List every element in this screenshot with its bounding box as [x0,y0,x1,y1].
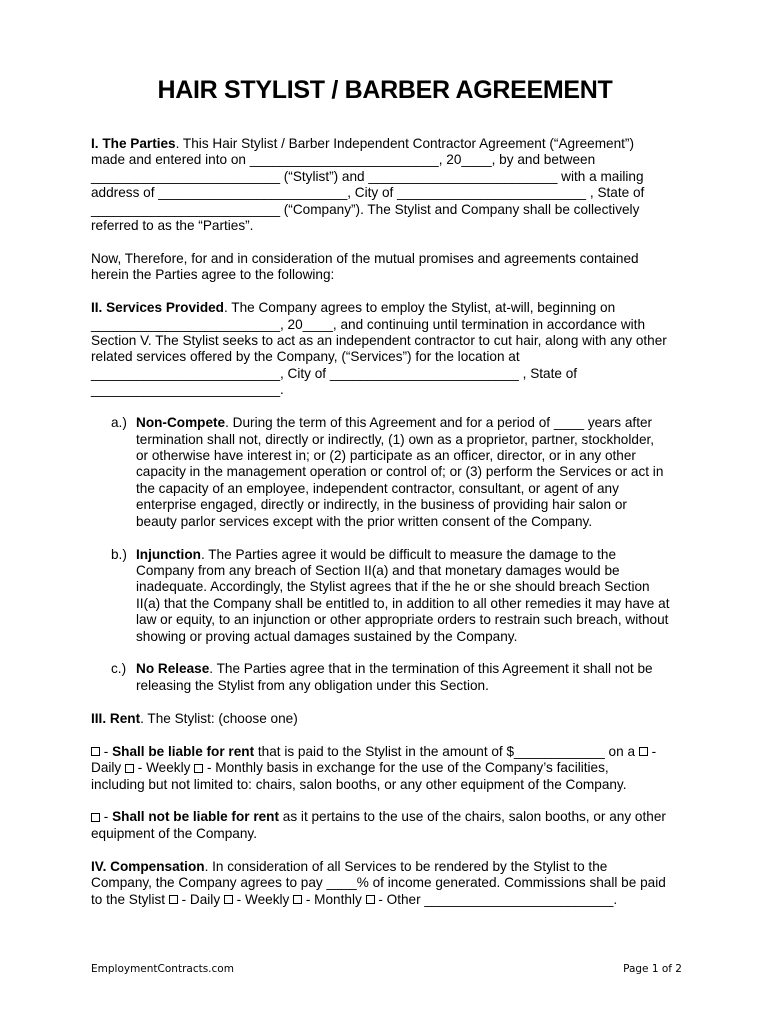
text-line: Company, the Company agrees to pay ____% of income generated. Commissions shall be paid [91,875,666,891]
text-line: related services offered by the Company, (“Services”) for the location at [91,349,520,365]
text-line: equipment of the Company. [91,825,257,841]
option-label: Shall not be liable for rent [112,809,280,825]
text-line: beauty parlor services except with the prior written consent of the Company. [136,513,593,529]
clause-injunction [91,547,691,645]
rent-option-liable: - Shall be liable for rent that is paid to the Stylist in the amount of $____________ on a - Daily - Weekly - Monthly basis in exchange for the use of the Company’s facilities, including but not limited to: chairs, salon booths, or any other equipment of the Company. [91,744,691,793]
text-line: enterprise engaged, directly or indirectly, in the business of providing hair salon or [136,497,627,513]
text-line: _________________________, City of _________________________ , State of [91,365,578,381]
clause-non-compete [91,415,691,530]
text-line: _________________________, 20____, and continuing until termination in accordance with [91,316,646,332]
checkbox-weekly[interactable] [194,764,203,773]
text-line: inadequate. Accordingly, the Stylist agrees that if the he or she should breach Section [136,579,650,595]
text-line: made and entered into on _________________________, 20____, by and between [91,152,596,168]
list-marker: a.) [111,415,127,431]
text-line: law or equity, to an injunction or other appropriate orders to restrain such breach, without [136,612,669,628]
section-heading: I. The Parties [91,136,176,151]
list-marker: c.) [111,661,127,677]
checkbox-not-liable[interactable] [91,813,100,822]
checkbox-comp-a[interactable] [169,895,178,904]
text-line: showing or proving actual damages sustained by the Company. [136,628,518,644]
text-line: . During the term of this Agreement and for a period of ____ years after [225,415,653,431]
text-line: releasing the Stylist from any obligation under this Section. [136,677,489,693]
section-parties [91,136,691,234]
list-marker: b.) [111,546,127,562]
checkbox-comp-monthly[interactable] [366,895,375,904]
text-line: Company from any breach of Section II(a) and that monetary damages would be [136,562,620,578]
checkbox-liable[interactable] [91,747,100,756]
footer-site: EmploymentContracts.com [91,963,234,975]
section-heading: II. Services Provided [91,300,224,316]
text-line: _________________________ (“Stylist”) and _________________________ with a mailing [91,168,644,184]
text-line: termination shall not, directly or indirectly, (1) own as a proprietor, partner, stockholder, [136,431,655,447]
footer-page-number: Page 1 of 2 [623,963,682,975]
text-line: address of _________________________, City of _________________________ , State of [91,185,645,201]
section-now-therefore [91,251,691,284]
text-line: . This Hair Stylist / Barber Independent Contractor Agreement (“Agreement”) [175,136,634,151]
clause-heading: No Release [136,661,210,677]
document-title: HAIR STYLIST / BARBER AGREEMENT [157,76,613,104]
text-line: _________________________ (“Company”). The Stylist and Company shall be collectively [91,201,640,217]
section-heading: IV. Compensation [91,858,205,874]
text-line: referred to as the “Parties”. [91,218,254,234]
text-line: Section V. The Stylist seeks to act as an independent contractor to cut hair, along with any other [91,333,667,349]
section-services [91,300,691,398]
text-line: that is paid to the Stylist in the amount of $____________ on a [254,743,639,759]
text-line: as it pertains to the use of the chairs, salon booths, or any other [279,809,666,825]
clause-heading: Injunction [136,546,201,562]
text-line: _________________________. [91,382,284,398]
document-body [91,136,691,924]
text-line: capacity in the management operation or control of; or (3) perform the Services or act in [136,464,664,480]
text-line: Now, Therefore, for and in consideration of the mutual promises and agreements contained [91,250,639,266]
text-line: herein the Parties agree to the following: [91,267,335,283]
text-line: . The Company agrees to employ the Stylist, at-will, beginning on [223,300,616,316]
text-line: including but not limited to: chairs, salon booths, or any other equipment of the Company. [91,776,627,792]
section-rent-heading [91,711,691,727]
section-compensation: IV. Compensation. In consideration of all Services to be rendered by the Stylist to the Company, the Company agrees to pay ____% of income generated. Commissions shall be paid to the Stylist - Daily - Weekly - Monthly - Other _________________________. [91,859,691,908]
text-line: . The Stylist: (choose one) [140,710,298,726]
checkbox-comp-weekly[interactable] [293,895,302,904]
text-line: . The Parties agree it would be difficult to measure the damage to the [200,546,617,562]
text-line: II(a) that the Company shall be entitled to, in addition to all other remedies it may have at [136,595,670,611]
text-line: the capacity of an employee, independent contractor, consultant, or agent of any [136,480,619,496]
checkbox-daily[interactable] [125,764,134,773]
checkbox-comp-daily[interactable] [224,895,233,904]
text-line: . The Parties agree that in the termination of this Agreement it shall not be [209,661,653,677]
checkbox-basis[interactable] [639,747,648,756]
clause-heading: Non-Compete [136,415,226,431]
rent-option-not-liable: - Shall not be liable for rent as it pertains to the use of the chairs, salon booths, or any other equipment of the Company. [91,809,691,842]
section-heading: III. Rent [91,710,141,726]
text-line: . In consideration of all Services to be rendered by the Stylist to the [204,858,608,874]
clause-no-release [91,661,691,694]
text-line: or otherwise have interest in; or (2) participate as an officer, director, or in any other [136,448,636,463]
option-label: Shall be liable for rent [112,743,255,759]
